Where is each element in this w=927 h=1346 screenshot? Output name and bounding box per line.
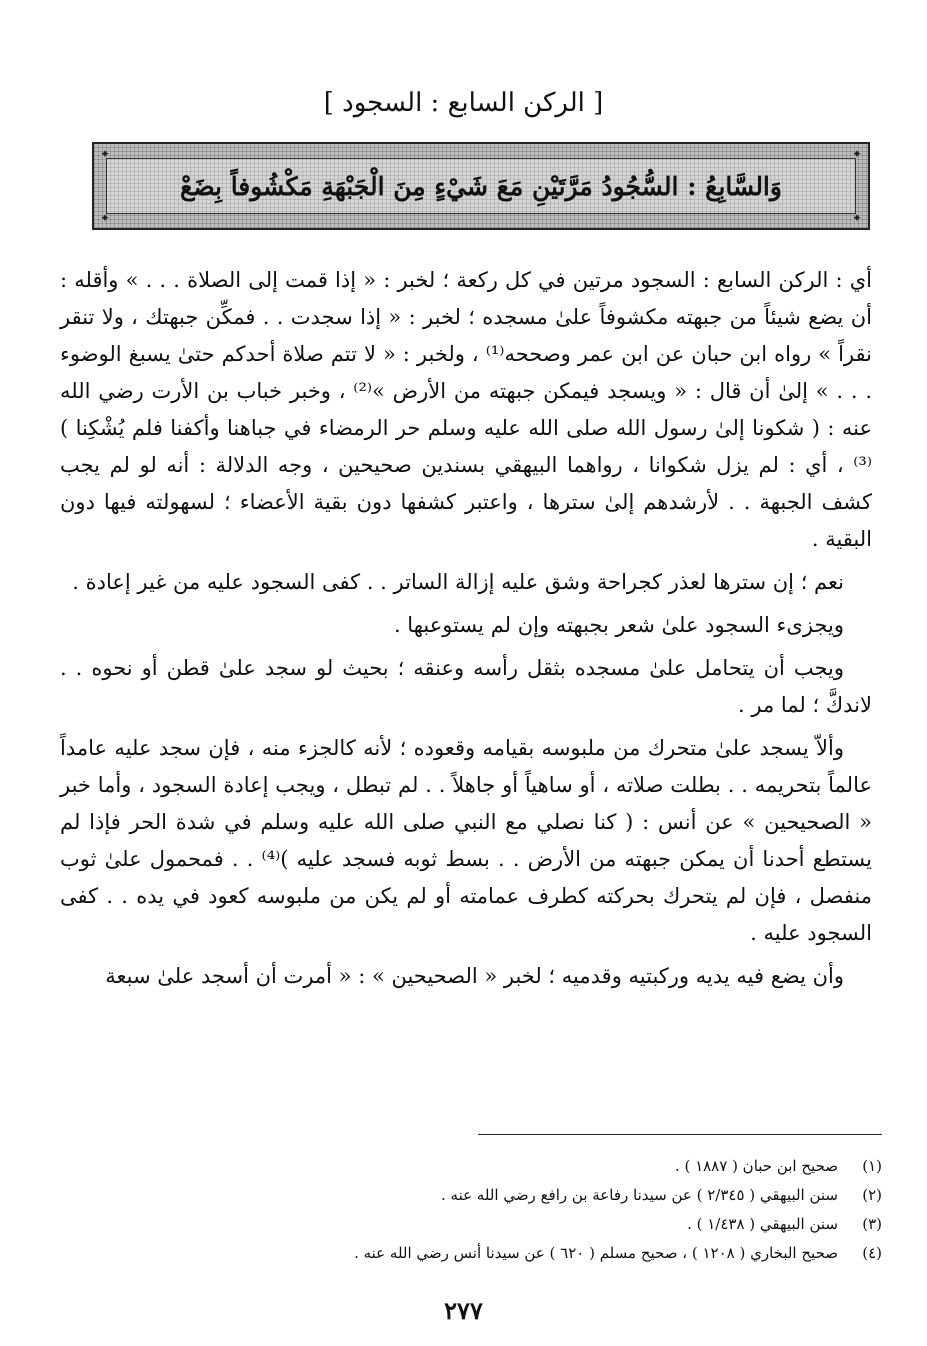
footnote-number: (٣) (862, 1215, 882, 1233)
footnote-number: (٤) (862, 1244, 882, 1262)
footnote-number: (٢) (862, 1186, 882, 1204)
main-text (60, 262, 872, 1001)
verse-text: وَالسَّابِعُ : السُّجُودُ مَرَّتَيْنِ مَعَ شَيْءٍ مِنَ الْجَبْهَةِ مَكْشُوفاً بِضَعْ (180, 171, 782, 201)
ornament-star-icon: ✦ (100, 147, 111, 161)
ornament-star-icon: ✦ (851, 147, 862, 161)
footnote-text: سنن البيهقي ( ١/٤٣٨ ) . (687, 1215, 838, 1233)
footnote-text: سنن البيهقي ( ٢/٣٤٥ ) عن سيدنا رفاعة بن رافع رضي الله عنه . (440, 1186, 838, 1204)
footnotes (60, 1152, 882, 1268)
footnote (60, 1210, 882, 1239)
footnote (60, 1152, 882, 1181)
ornament-star-icon: ✦ (851, 211, 862, 225)
page-number: ٢٧٧ (444, 1296, 483, 1325)
paragraph: أي : الركن السابع : السجود مرتين في كل ركعة ؛ لخبر : « إذا قمت إلى الصلاة . . . » وأقله : أن يضع شيئاً من جبهته مكشوفاً علىٰ مسجده ؛ لخبر : « إذا سجدت . . فمكِّن جبهتك ، ولا تنقر نقراً » رواه ابن حبان عن ابن عمر وصححه⁽¹⁾ ، ولخبر : « لا تتم صلاة أحدكم حتىٰ يسبغ الوضوء . . . » إلىٰ أن قال : « ويسجد فيمكن جبهته من الأرض »⁽²⁾ ، وخبر خباب بن الأرت رضي الله عنه : ( شكونا إلىٰ رسول الله صلى الله عليه وسلم حر الرمضاء في جباهنا وأكفنا فلم يُشْكِنا )⁽³⁾ ، أي : لم يزل شكوانا ، رواهما البيهقي بسندين صحيحين ، وجه الدلالة : أنه لو لم يجب كشف الجبهة . . لأرشدهم إلىٰ سترها ، واعتبر كشفها دون بقية الأعضاء ؛ لسهولته فيها دون البقية . (60, 268, 872, 551)
footnote-text: صحيح البخاري ( ١٢٠٨ ) ، صحيح مسلم ( ٦٢٠ ) عن سيدنا أنس رضي الله عنه . (354, 1244, 838, 1262)
footnote-number: (١) (862, 1157, 882, 1175)
paragraph: وألاّ يسجد علىٰ متحرك من ملبوسه بقيامه وقعوده ؛ لأنه كالجزء منه ، فإن سجد عليه عامداً عالماً بتحريمه . . بطلت صلاته ، أو ساهياً أو جاهلاً . . لم تبطل ، ويجب إعادة السجود ، وأما خبر « الصحيحين » عن أنس : ( كنا نصلي مع النبي صلى الله عليه وسلم في شدة الحر فإذا لم يستطع أحدنا أن يمكن جبهته من الأرض . . بسط ثوبه فسجد عليه )⁽⁴⁾ . . فمحمول علىٰ ثوب منفصل ، فإن لم يتحرك بحركته كطرف عمامته أو لم يكن من ملبوسه كعود في يده . . كفى السجود عليه . (60, 736, 872, 945)
footnote-text: صحيح ابن حبان ( ١٨٨٧ ) . (674, 1157, 838, 1175)
footnote (60, 1239, 882, 1268)
ornament-star-icon: ✦ (100, 211, 111, 225)
section-heading: [ الركن السابع : السجود ] (323, 88, 604, 118)
footnote-divider (478, 1134, 882, 1135)
paragraph: ويجزىء السجود علىٰ شعر بجبهته وإن لم يستوعبها . (393, 613, 844, 637)
verse-banner (92, 142, 870, 230)
paragraph: وأن يضع فيه يديه وركبتيه وقدميه ؛ لخبر « الصحيحين » : « أمرت أن أسجد علىٰ سبعة (105, 964, 844, 988)
footnote (60, 1181, 882, 1210)
paragraph: نعم ؛ إن سترها لعذر كجراحة وشق عليه إزالة الساتر . . كفى السجود عليه من غير إعادة . (72, 570, 844, 594)
verse-banner-inner (106, 158, 856, 214)
paragraph: ويجب أن يتحامل علىٰ مسجده بثقل رأسه وعنقه ؛ بحيث لو سجد علىٰ قطن أو نحوه . . لاندكَّ ؛ لما مر . (60, 656, 872, 717)
